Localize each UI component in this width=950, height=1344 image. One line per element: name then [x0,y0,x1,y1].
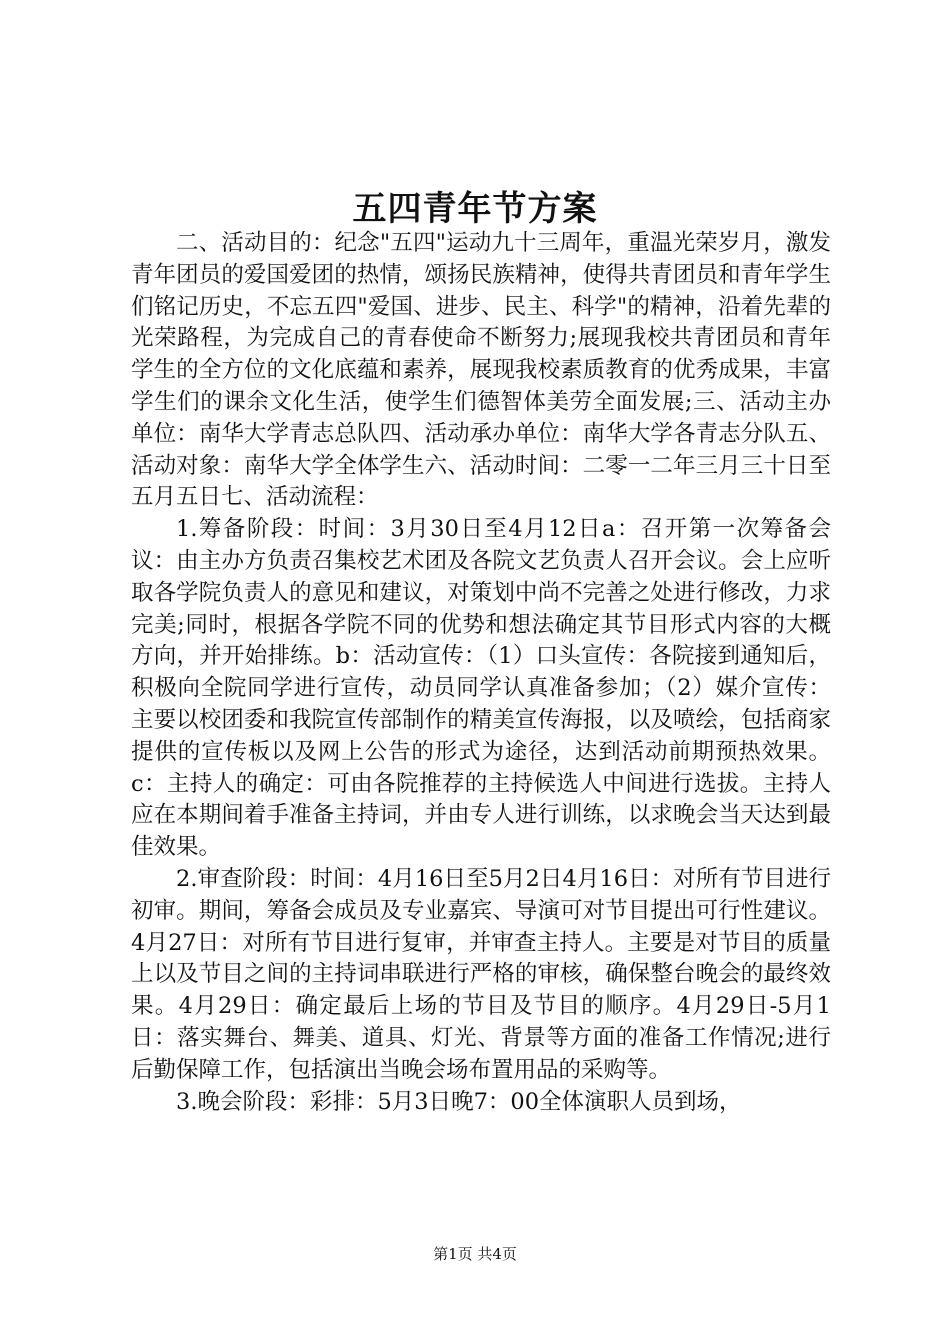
page-footer: 第1页 共4页 [433,1245,517,1263]
paragraph-purpose: 二、活动目的：纪念"五四"运动九十三周年，重温光荣岁月，激发青年团员的爱国爱团的热情，颂扬民族精神，使得共青团员和青年学生们铭记历史，不忘五四"爱国、进步、民主、科学"的精神，沿着先辈的光荣路程，为完成自己的青春使命不断努力;展现我校共青团员和青年学生的全方位的文化底蕴和素养，展现我校素质教育的优秀成果，丰富学生们的课余文化生活，使学生们德智体美劳全面发展;三、活动主办单位：南华大学青志总队四、活动承办单位：南华大学各青志分队五、活动对象：南华大学全体学生六、活动时间：二零一二年三月三十日至五月五日七、活动流程： [131,230,831,511]
paragraph-review-stage: 2.审查阶段：时间：4月16日至5月2日4月16日：对所有节目进行初审。期间，筹备会成员及专业嘉宾、导演可对节目提出可行性建议。4月27日：对所有节目进行复审，并审查主持人。主要是对节目的质量上以及节目之间的主持词串联进行严格的审核，确保整台晚会的最终效果。4月29日：确定最后上场的节目及节目的顺序。4月29日-5月1日：落实舞台、舞美、道具、灯光、背景等方面的准备工作情况;进行后勤保障工作，包括演出当晚会场布置用品的采购等。 [131,865,831,1083]
document-title: 五四青年节方案 [352,189,598,229]
document-body [131,228,831,1118]
paragraph-gala-stage: 3.晚会阶段：彩排：5月3日晚7：00全体演职人员到场， [176,1088,742,1115]
paragraph-preparation-stage: 1.筹备阶段：时间：3月30日至4月12日a：召开第一次筹备会议：由主办方负责召集校艺术团及各院文艺负责人召开会议。会上应听取各学院负责人的意见和建议，对策划中尚不完善之处进行修改，力求完美;同时，根据各学院不同的优势和想法确定其节目形式内容的大概方向，并开始排练。b：活动宣传：（1）口头宣传：各院接到通知后，积极向全院同学进行宣传，动员同学认真准备参加；（2）媒介宣传：主要以校团委和我院宣传部制作的精美宣传海报，以及喷绘，包括商家提供的宣传板以及网上公告的形式为途径，达到活动前期预热效果。c：主持人的确定：可由各院推荐的主持候选人中间进行选拔。主持人应在本期间着手准备主持词，并由专人进行训练，以求晚会当天达到最佳效果。 [131,516,831,861]
